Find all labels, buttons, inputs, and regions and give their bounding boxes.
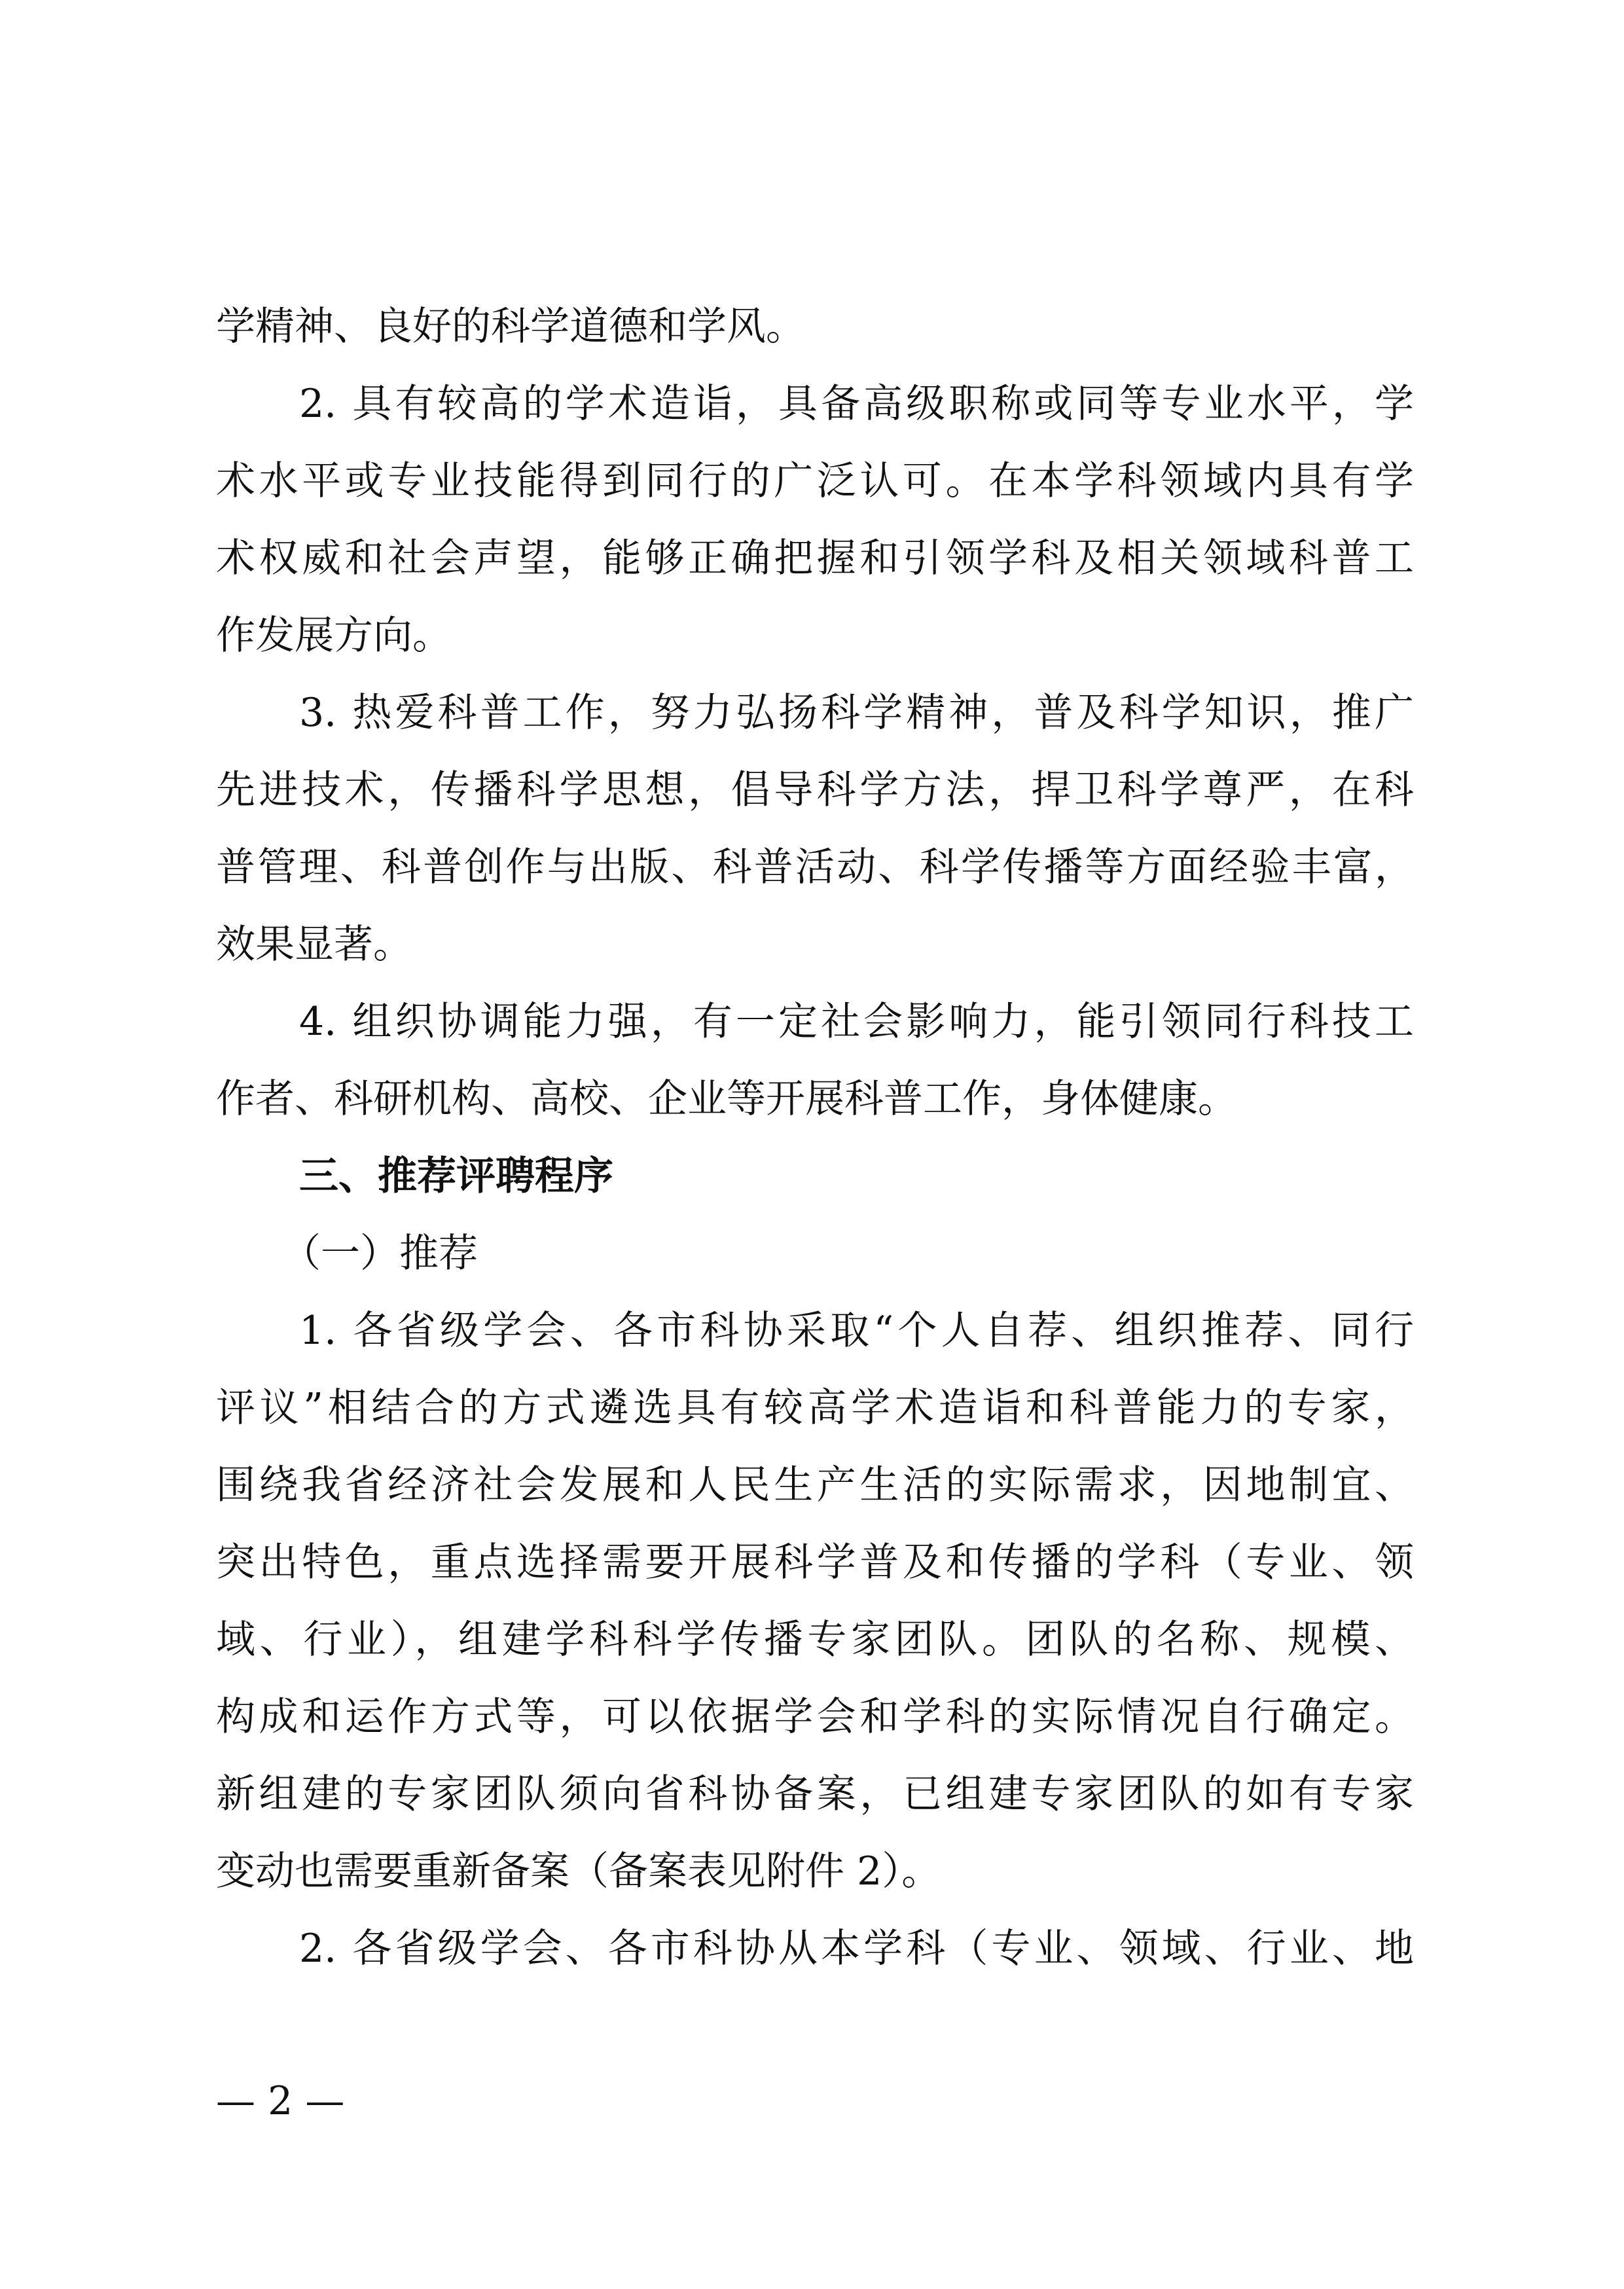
- text-line: 新组建的专家团队须向省科协备案，已组建专家团队的如有专家: [216, 1771, 1414, 1817]
- text-line: 1. 各省级学会、各市科协采取“个人自荐、组织推荐、同行: [299, 1308, 1414, 1354]
- text-line: 术权威和社会声望，能够正确把握和引领学科及相关领域科普工: [216, 535, 1414, 581]
- text-line: 变动也需要重新备案（备案表见附件 2）。: [216, 1848, 941, 1894]
- text-line: 突出特色，重点选择需要开展科学普及和传播的学科（专业、领: [216, 1540, 1414, 1585]
- text-line: 围绕我省经济社会发展和人民生产生活的实际需求，因地制宜、: [216, 1462, 1414, 1508]
- text-line: 普管理、科普创作与出版、科普活动、科学传播等方面经验丰富，: [216, 844, 1414, 890]
- text-line: 2. 具有较高的学术造诣，具备高级职称或同等专业水平，学: [299, 381, 1414, 427]
- text-line: 2. 各省级学会、各市科协从本学科（专业、领域、行业、地: [299, 1926, 1414, 1972]
- section-heading: 三、推荐评聘程序: [299, 1153, 613, 1199]
- text-line: 4. 组织协调能力强，有一定社会影响力，能引领同行科技工: [299, 999, 1414, 1045]
- text-line: 效果显著。: [216, 922, 412, 967]
- text-line: 构成和运作方式等，可以依据学会和学科的实际情况自行确定。: [216, 1694, 1414, 1740]
- subsection-heading: （一）推荐: [281, 1231, 478, 1276]
- text-line: 学精神、良好的科学道德和学风。: [216, 304, 805, 350]
- page-number: — 2 —: [216, 2078, 345, 2124]
- document-body: [216, 288, 1414, 1987]
- text-line: 作发展方向。: [216, 613, 452, 658]
- text-line: 域、行业），组建学科科学传播专家团队。团队的名称、规模、: [216, 1617, 1414, 1663]
- text-line: 先进技术，传播科学思想，倡导科学方法，捍卫科学尊严，在科: [216, 767, 1414, 813]
- text-line: 评议”相结合的方式遴选具有较高学术造诣和科普能力的专家，: [216, 1385, 1414, 1431]
- text-line: 作者、科研机构、高校、企业等开展科普工作，身体健康。: [216, 1076, 1237, 1122]
- text-line: 3. 热爱科普工作，努力弘扬科学精神，普及科学知识，推广: [299, 690, 1414, 736]
- text-line: 术水平或专业技能得到同行的广泛认可。在本学科领域内具有学: [216, 458, 1414, 504]
